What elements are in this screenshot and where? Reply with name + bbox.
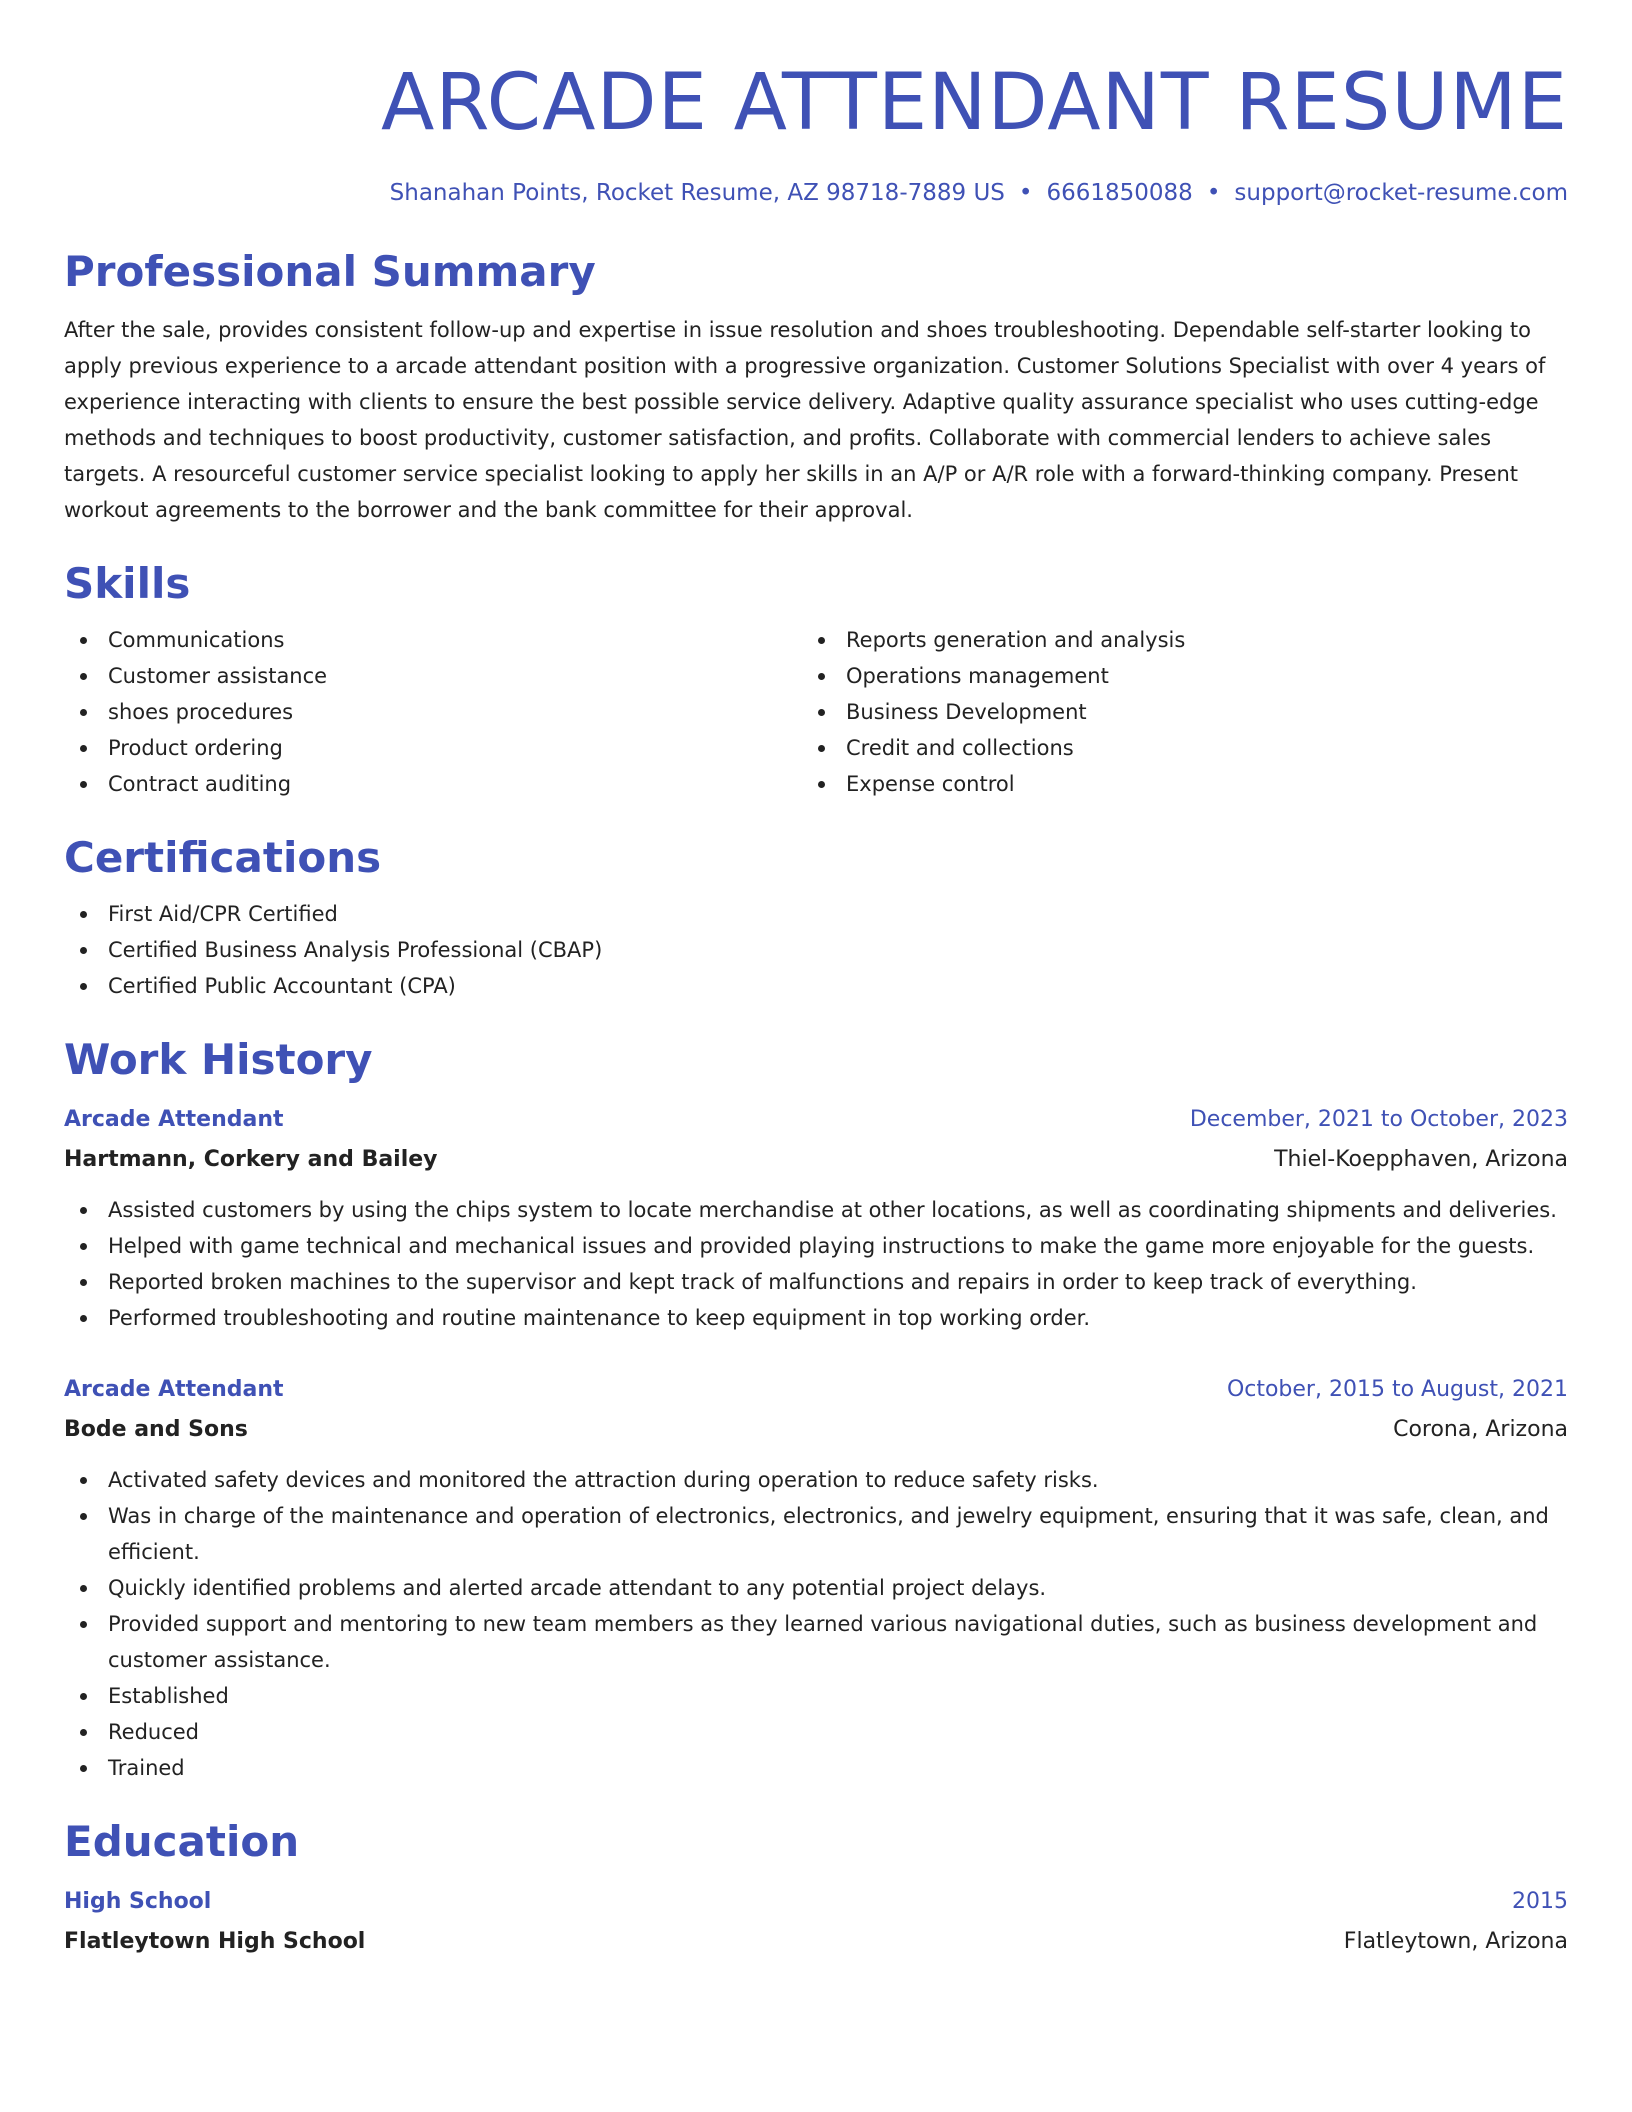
skills-grid — [64, 622, 1568, 802]
skill-item: Credit and collections — [802, 730, 1540, 766]
skills-column-left — [64, 622, 802, 802]
job-title: Arcade Attendant — [64, 1377, 284, 1402]
work-history-section — [64, 1032, 1568, 1786]
job-duty-item: Helped with game technical and mechanical issues and provided playing instructions to make the game more enjoyable for the guests. — [64, 1228, 1568, 1264]
job-dates: December, 2021 to October, 2023 — [1189, 1107, 1568, 1132]
job-entry — [64, 1100, 1568, 1336]
job-duties-list — [64, 1192, 1568, 1336]
education-school-row — [64, 1922, 1568, 1962]
certification-item: Certified Business Analysis Professional (CBAP) — [64, 932, 1568, 968]
contact-address: Shanahan Points, Rocket Resume, AZ 98718-7889 US — [389, 180, 1005, 206]
education-year: 2015 — [1512, 1889, 1568, 1914]
skills-list-left — [64, 622, 802, 802]
contact-separator: • — [1206, 180, 1221, 206]
skill-item: Expense control — [802, 766, 1540, 802]
contact-email[interactable]: support@rocket-resume.com — [1234, 180, 1568, 206]
summary-text: After the sale, provides consistent follow-up and expertise in issue resolution and shoes troubleshooting. Dependable self-starter looking to apply previous experience to a arcade attendant position with a progressive organization. Customer Solutions Specialist with over 4 years of experience interacting with clients to ensure the best possible service delivery. Adaptive quality assurance specialist who uses cutting-edge methods and techniques to boost productivity, customer satisfaction, and profits. Collaborate with commercial lenders to achieve sales targets. A resourceful customer service specialist looking to apply her skills in an A/P or A/R role with a forward-thinking company. Present workout agreements to the borrower and the bank committee for their approval. — [64, 318, 1546, 522]
job-duty-item: Established — [64, 1678, 1568, 1714]
job-dates: October, 2015 to August, 2021 — [1226, 1377, 1568, 1402]
education-entry — [64, 1882, 1568, 1962]
job-company: Bode and Sons — [64, 1417, 248, 1442]
job-company-row — [64, 1140, 1568, 1180]
job-duty-item: Trained — [64, 1750, 1568, 1786]
skill-item: Operations management — [802, 658, 1540, 694]
work-history-heading: Work History — [64, 1035, 373, 1084]
skill-item: Communications — [64, 622, 802, 658]
skills-list-right — [802, 622, 1540, 802]
certification-item: Certified Public Accountant (CPA) — [64, 968, 1568, 1004]
job-location: Corona, Arizona — [1393, 1417, 1568, 1442]
summary-heading: Professional Summary — [64, 247, 596, 296]
skill-item: Reports generation and analysis — [802, 622, 1540, 658]
job-title-row — [64, 1370, 1568, 1410]
job-duty-item: Was in charge of the maintenance and operation of electronics, electronics, and jewelry equipment, ensuring that it was safe, clean, and efficient. — [64, 1498, 1568, 1570]
job-duty-item: Provided support and mentoring to new team members as they learned various navigational duties, such as business development and customer assistance. — [64, 1606, 1568, 1678]
certifications-list — [64, 896, 1568, 1004]
skills-section — [64, 556, 1568, 802]
education-degree-row — [64, 1882, 1568, 1922]
summary-section — [64, 244, 1568, 528]
job-duty-item: Performed troubleshooting and routine maintenance to keep equipment in top working order. — [64, 1300, 1568, 1336]
certification-item: First Aid/CPR Certified — [64, 896, 1568, 932]
skill-item: Customer assistance — [64, 658, 802, 694]
job-duty-item: Activated safety devices and monitored the attraction during operation to reduce safety risks. — [64, 1462, 1568, 1498]
skill-item: Product ordering — [64, 730, 802, 766]
contact-separator: • — [1018, 180, 1033, 206]
skill-item: Contract auditing — [64, 766, 802, 802]
contact-phone: 6661850088 — [1046, 180, 1193, 206]
education-location: Flatleytown, Arizona — [1343, 1929, 1568, 1954]
job-company-row — [64, 1410, 1568, 1450]
education-section — [64, 1814, 1568, 1962]
job-duty-item: Reported broken machines to the supervisor and kept track of malfunctions and repairs in order to keep track of everything. — [64, 1264, 1568, 1300]
job-duty-item: Assisted customers by using the chips system to locate merchandise at other locations, as well as coordinating shipments and deliveries. — [64, 1192, 1568, 1228]
contact-line — [64, 176, 1568, 210]
education-heading: Education — [64, 1817, 300, 1866]
job-title: Arcade Attendant — [64, 1107, 284, 1132]
job-title-row — [64, 1100, 1568, 1140]
skills-column-right — [802, 622, 1540, 802]
resume-title: ARCADE ATTENDANT RESUME — [381, 58, 1568, 148]
skill-item: Business Development — [802, 694, 1540, 730]
job-company: Hartmann, Corkery and Bailey — [64, 1147, 438, 1172]
certifications-section — [64, 830, 1568, 1004]
education-school: Flatleytown High School — [64, 1929, 366, 1954]
education-degree: High School — [64, 1889, 212, 1914]
job-duty-item: Quickly identified problems and alerted arcade attendant to any potential project delays. — [64, 1570, 1568, 1606]
skills-heading: Skills — [64, 559, 191, 608]
job-duty-item: Reduced — [64, 1714, 1568, 1750]
job-duties-list — [64, 1462, 1568, 1786]
job-entry — [64, 1370, 1568, 1786]
skill-item: shoes procedures — [64, 694, 802, 730]
certifications-heading: Certifications — [64, 833, 382, 882]
job-location: Thiel-Koepphaven, Arizona — [1274, 1147, 1568, 1172]
